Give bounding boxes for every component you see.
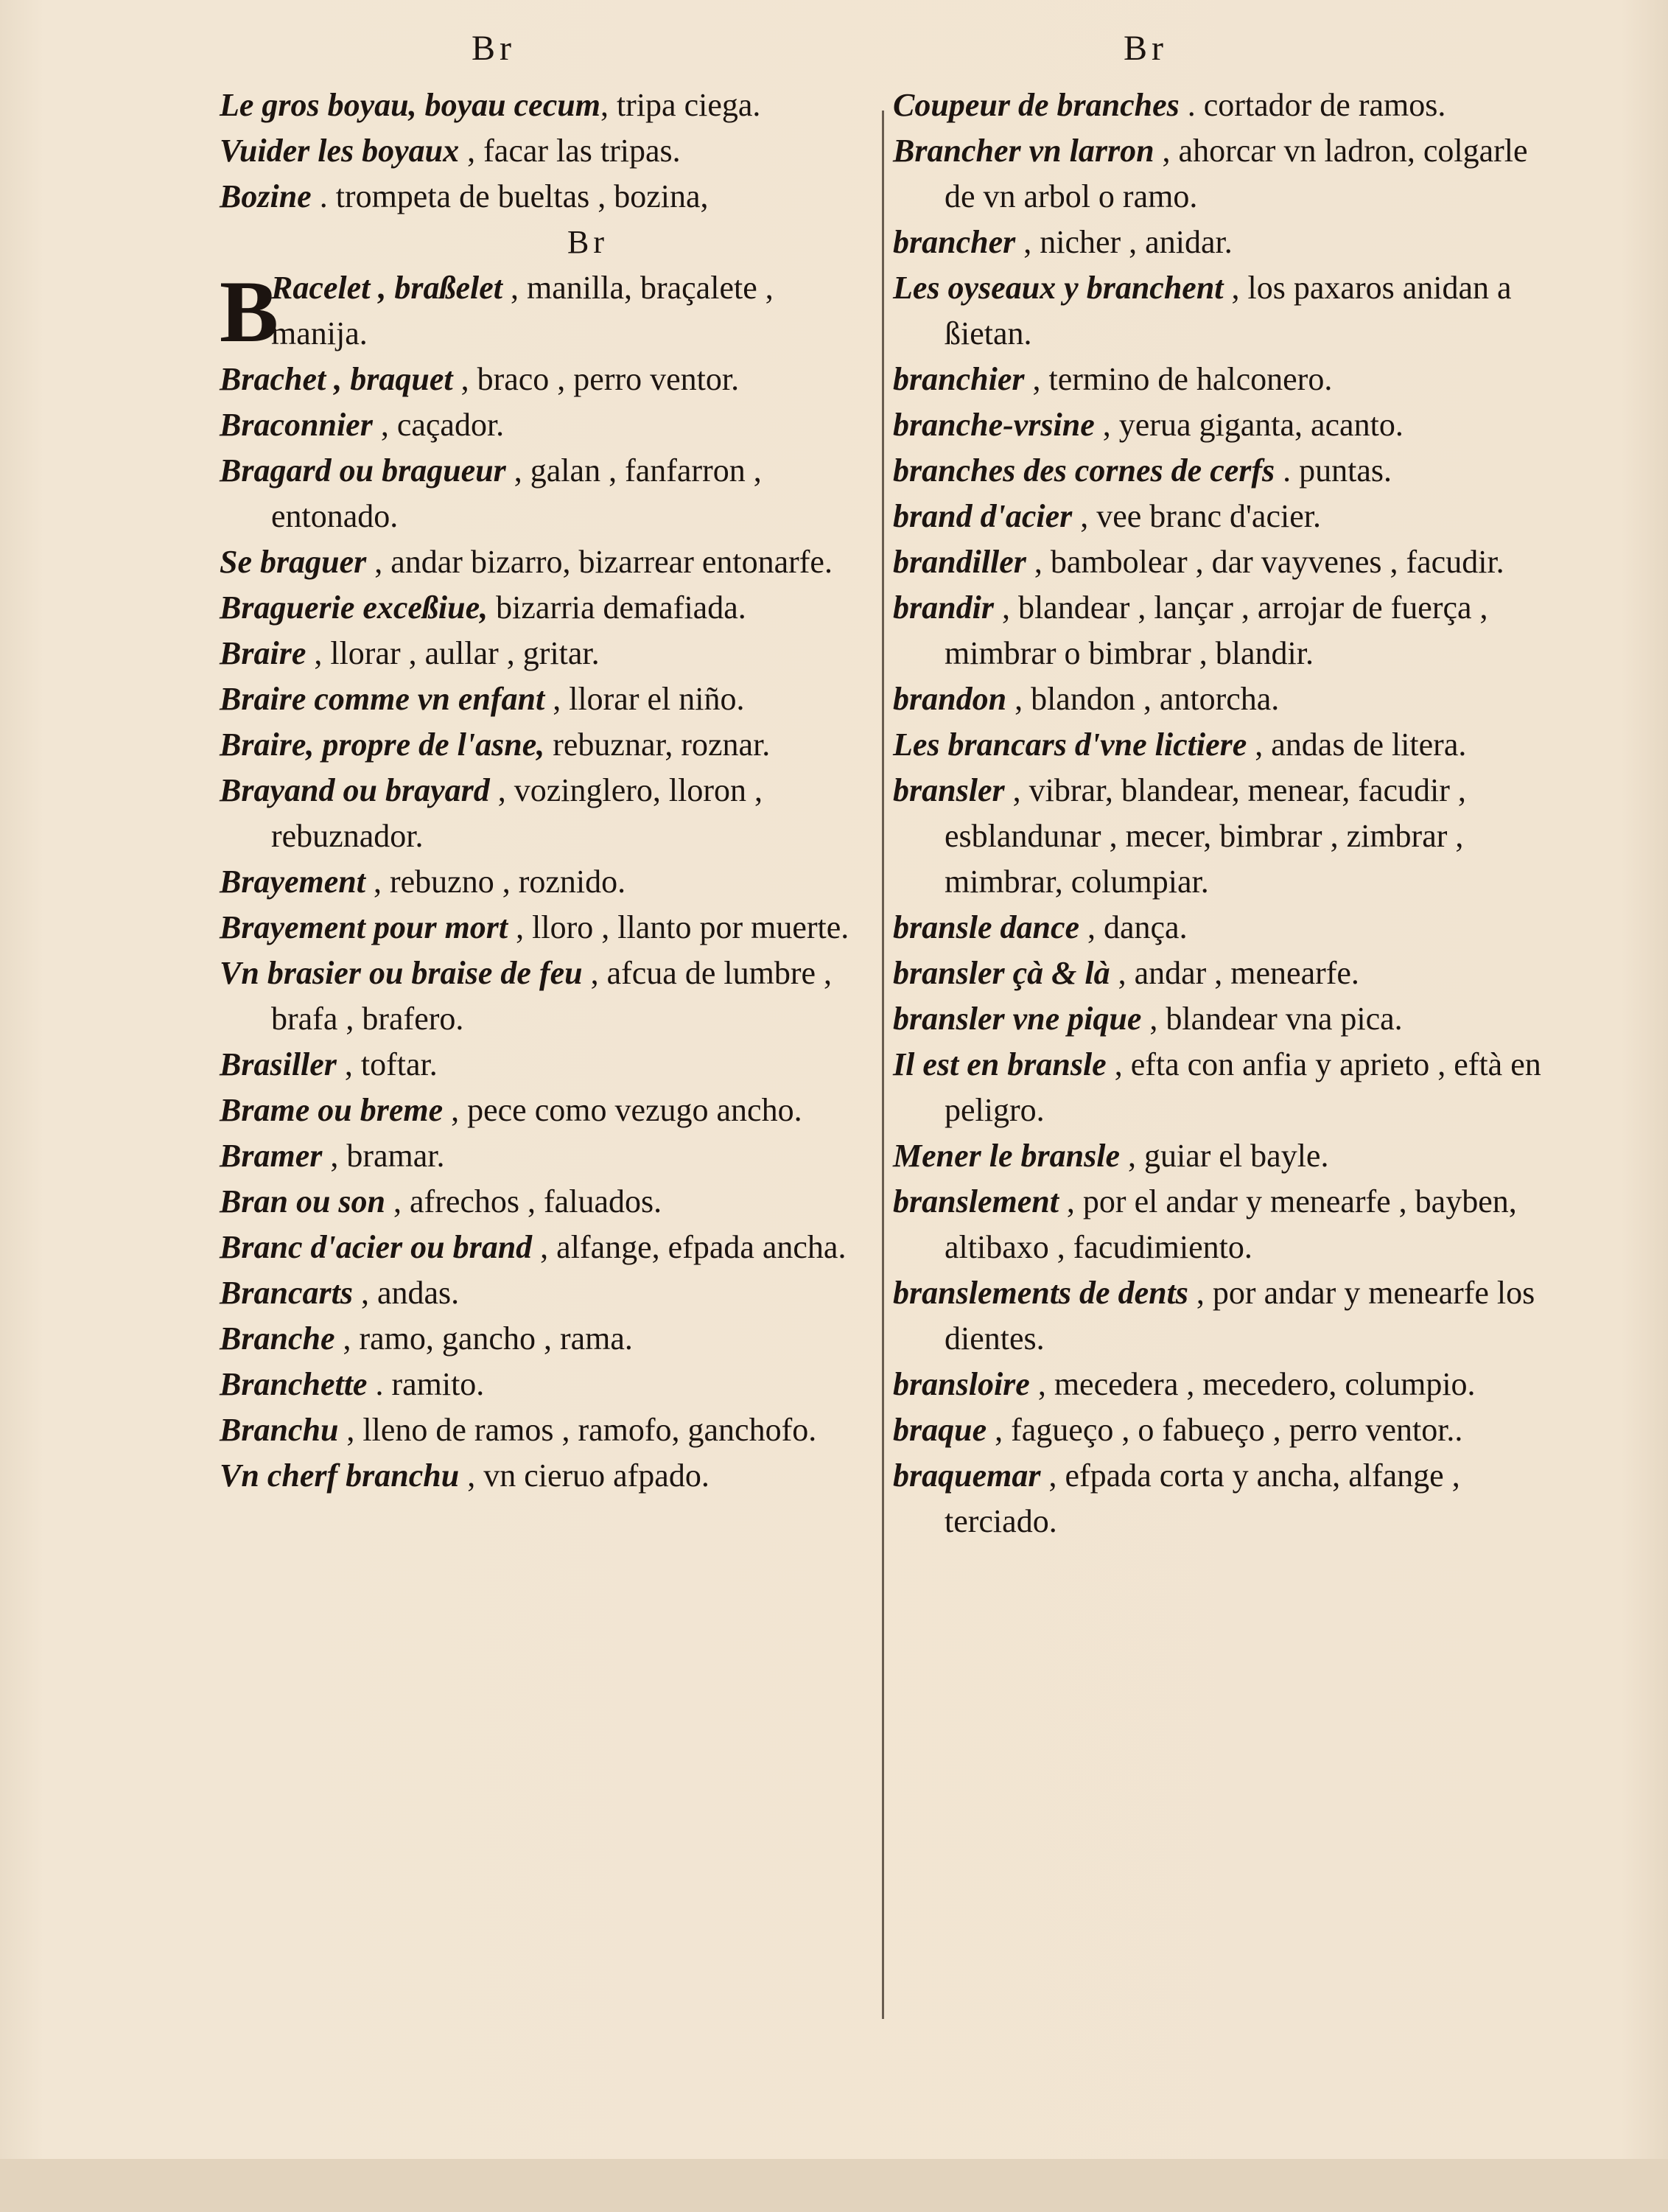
dictionary-entry — [893, 951, 1541, 996]
headword: Vn brasier ou braise de feu — [220, 955, 583, 991]
definition: , efta con anfia y aprieto , eftà en peligro. — [945, 1046, 1541, 1128]
dictionary-entry — [893, 494, 1541, 539]
headword: branches des cornes de cerfs — [893, 452, 1275, 489]
definition: , andas. — [352, 1275, 460, 1311]
dictionary-entry — [893, 768, 1541, 905]
dictionary-entry — [893, 539, 1541, 585]
dictionary-entry — [220, 585, 868, 631]
section-heading: Br — [567, 224, 609, 260]
headword: Branc d'acier ou brand — [220, 1229, 533, 1265]
definition: , manilla, braçalete , manija. — [271, 270, 774, 351]
headword: bransloire — [893, 1366, 1030, 1402]
definition: . ramito. — [367, 1366, 485, 1402]
dictionary-entry — [220, 539, 868, 585]
dictionary-entry — [220, 174, 868, 220]
dictionary-entry — [220, 1179, 868, 1225]
headword: bransle dance — [893, 909, 1079, 945]
definition: , nicher , anidar. — [1015, 224, 1233, 260]
dictionary-entry — [893, 676, 1541, 722]
dictionary-entry — [893, 585, 1541, 676]
headword: Brayand ou brayard — [220, 772, 490, 808]
dictionary-entry — [893, 1179, 1541, 1270]
definition: , llorar el niño. — [544, 681, 745, 717]
dictionary-entry — [220, 859, 868, 905]
dictionary-entry — [220, 1225, 868, 1270]
dictionary-entry — [220, 631, 868, 676]
dictionary-entry — [220, 1453, 868, 1499]
headword: Brayement pour mort — [220, 909, 508, 945]
headword: brancher — [893, 224, 1016, 260]
definition: , blandon , antorcha. — [1006, 681, 1280, 717]
dictionary-entry — [893, 722, 1541, 768]
dictionary-entry — [220, 357, 868, 402]
headword: Bramer — [220, 1138, 323, 1174]
headword: Braire comme vn enfant — [220, 681, 545, 717]
dictionary-entry — [220, 448, 868, 539]
headword: Vuider les boyaux — [220, 133, 460, 169]
dictionary-entry — [220, 1316, 868, 1362]
page-bottom-margin — [0, 2159, 1668, 2212]
headword: Se braguer — [220, 544, 367, 580]
dictionary-entry — [220, 1088, 868, 1133]
definition: , los paxaros anidan a ßietan. — [945, 270, 1512, 351]
definition: , lloro , llanto por muerte. — [508, 909, 849, 945]
headword: Braconnier — [220, 407, 373, 443]
dictionary-entry — [893, 1270, 1541, 1362]
dictionary-entry — [220, 1407, 868, 1453]
definition: , facar las tripas. — [459, 133, 681, 169]
headword: Bragard ou bragueur — [220, 452, 506, 489]
headword: branchier — [893, 361, 1025, 397]
headword: Les brancars d'vne lictiere — [893, 727, 1247, 763]
definition: , andas de litera. — [1247, 727, 1467, 763]
definition: , caçador. — [372, 407, 505, 443]
drop-cap: B — [220, 262, 279, 360]
definition: , afcua de lumbre , brafa , brafero. — [271, 955, 832, 1037]
definition: , vozinglero, lloron , rebuznador. — [271, 772, 763, 854]
headword: Braire — [220, 635, 306, 671]
dictionary-entry — [220, 905, 868, 951]
dictionary-entry — [220, 722, 868, 768]
dictionary-entry — [220, 1362, 868, 1407]
headword: brandiller — [893, 544, 1026, 580]
definition: , vn cieruo afpado. — [459, 1457, 709, 1494]
dictionary-entry — [220, 1133, 868, 1179]
dictionary-entry — [220, 402, 868, 448]
definition: , por andar y menearfe los dientes. — [945, 1275, 1535, 1357]
headword: brand d'acier — [893, 498, 1073, 534]
dictionary-entry — [893, 265, 1541, 357]
headword: Braguerie exceßiue, — [220, 589, 488, 626]
definition: , blandear , lançar , arrojar de fuerça , mimbrar o bimbrar , blandir. — [945, 589, 1488, 671]
definition: , guiar el bayle. — [1120, 1138, 1329, 1174]
left-column — [220, 83, 868, 1499]
definition: , yerua giganta, acanto. — [1094, 407, 1404, 443]
dictionary-entry — [893, 1362, 1541, 1407]
headword: Le gros boyau, boyau cecum — [220, 87, 600, 123]
definition: , termino de halconero. — [1024, 361, 1333, 397]
definition: , efpada corta y ancha, alfange , terciado. — [945, 1457, 1460, 1539]
dictionary-entry — [893, 1407, 1541, 1453]
definition: , llorar , aullar , gritar. — [306, 635, 600, 671]
headword: Les oyseaux y branchent — [893, 270, 1224, 306]
left-entry-list — [220, 357, 868, 1499]
dictionary-entry — [220, 83, 868, 128]
headword: Il est en bransle — [893, 1046, 1107, 1082]
headword: Mener le bransle — [893, 1138, 1120, 1174]
definition: , toftar. — [336, 1046, 438, 1082]
definition: , blandear vna pica. — [1141, 1001, 1403, 1037]
headword: Branchu — [220, 1412, 339, 1448]
dictionary-entry — [893, 1453, 1541, 1544]
definition: . trompeta de bueltas , bozina, — [311, 178, 709, 214]
headword: Vn cherf branchu — [220, 1457, 460, 1494]
headword: Braire, propre de l'asne, — [220, 727, 545, 763]
definition: , fagueço , o fabueço , perro ventor.. — [987, 1412, 1463, 1448]
definition: rebuznar, roznar. — [544, 727, 771, 763]
dictionary-entry — [220, 768, 868, 859]
headword: Branchette — [220, 1366, 368, 1402]
dictionary-entry — [893, 357, 1541, 402]
right-entry-list — [893, 83, 1541, 1544]
dictionary-entry — [220, 676, 868, 722]
dictionary-entry — [893, 83, 1541, 128]
definition: , vibrar, blandear, menear, facudir , esblandunar , mecer, bimbrar , zimbrar , mimbrar, columpiar. — [945, 772, 1466, 900]
headword: bransler çà & là — [893, 955, 1110, 991]
dictionary-entry-dropcap — [220, 262, 868, 360]
definition: , pece como vezugo ancho. — [443, 1092, 802, 1128]
headword: Brayement — [220, 864, 365, 900]
right-running-head: Br — [1124, 29, 1168, 68]
definition: , bambolear , dar vayvenes , facudir. — [1026, 544, 1504, 580]
headword: Bran ou son — [220, 1183, 386, 1219]
headword: Brachet , braquet — [220, 361, 453, 397]
definition: , tripa ciega. — [600, 87, 761, 123]
definition: , por el andar y menearfe , bayben, altibaxo , facudimiento. — [945, 1183, 1517, 1265]
dictionary-entry — [893, 905, 1541, 951]
right-column — [893, 83, 1541, 1544]
headword: branche-vrsine — [893, 407, 1095, 443]
dictionary-entry — [893, 220, 1541, 265]
definition: , andar bizarro, bizarrear entonarfe. — [366, 544, 833, 580]
definition: , ramo, gancho , rama. — [334, 1320, 633, 1357]
dictionary-entry — [893, 1133, 1541, 1179]
dictionary-entry — [220, 951, 868, 1042]
headword: branslement — [893, 1183, 1059, 1219]
headword: brandon — [893, 681, 1007, 717]
headword: Brame ou breme — [220, 1092, 444, 1128]
dictionary-entry — [893, 128, 1541, 220]
definition: , lleno de ramos , ramofo, ganchofo. — [338, 1412, 817, 1448]
headword: branslements de dents — [893, 1275, 1188, 1311]
definition: , vee branc d'acier. — [1072, 498, 1321, 534]
dictionary-entry — [893, 448, 1541, 494]
dictionary-entry — [893, 996, 1541, 1042]
dictionary-entry — [220, 1270, 868, 1316]
definition: , braco , perro ventor. — [452, 361, 740, 397]
headword: Brancarts — [220, 1275, 353, 1311]
definition: , mecedera , mecedero, columpio. — [1029, 1366, 1476, 1402]
headword: Racelet , braßelet — [271, 270, 503, 306]
headword: Bozine — [220, 178, 312, 214]
definition: bizarria demafiada. — [488, 589, 746, 626]
definition: , rebuzno , roznido. — [365, 864, 626, 900]
definition: , andar , menearfe. — [1110, 955, 1359, 991]
headword: bransler — [893, 772, 1005, 808]
definition: , ahorcar vn ladron, colgarle de vn arbol o ramo. — [945, 133, 1528, 214]
definition: , afrechos , faluados. — [385, 1183, 662, 1219]
headword: brandir — [893, 589, 994, 626]
dictionary-entry — [220, 1042, 868, 1088]
headword: braque — [893, 1412, 987, 1448]
headword: braquemar — [893, 1457, 1041, 1494]
headword: Coupeur de branches — [893, 87, 1180, 123]
left-running-head: Br — [472, 29, 516, 68]
dictionary-entry — [893, 1042, 1541, 1133]
definition: , alfange, efpada ancha. — [532, 1229, 847, 1265]
headword: Brasiller — [220, 1046, 337, 1082]
definition: , bramar. — [322, 1138, 445, 1174]
definition: , galan , fanfarron , entonado. — [271, 452, 762, 534]
definition: , dança. — [1079, 909, 1188, 945]
headword: Branche — [220, 1320, 335, 1357]
definition: . cortador de ramos. — [1179, 87, 1446, 123]
headword: bransler vne pique — [893, 1001, 1142, 1037]
definition: . puntas. — [1275, 452, 1392, 489]
column-divider — [882, 111, 884, 2019]
dictionary-entry — [893, 402, 1541, 448]
dictionary-entry — [220, 128, 868, 174]
headword: Brancher vn larron — [893, 133, 1154, 169]
